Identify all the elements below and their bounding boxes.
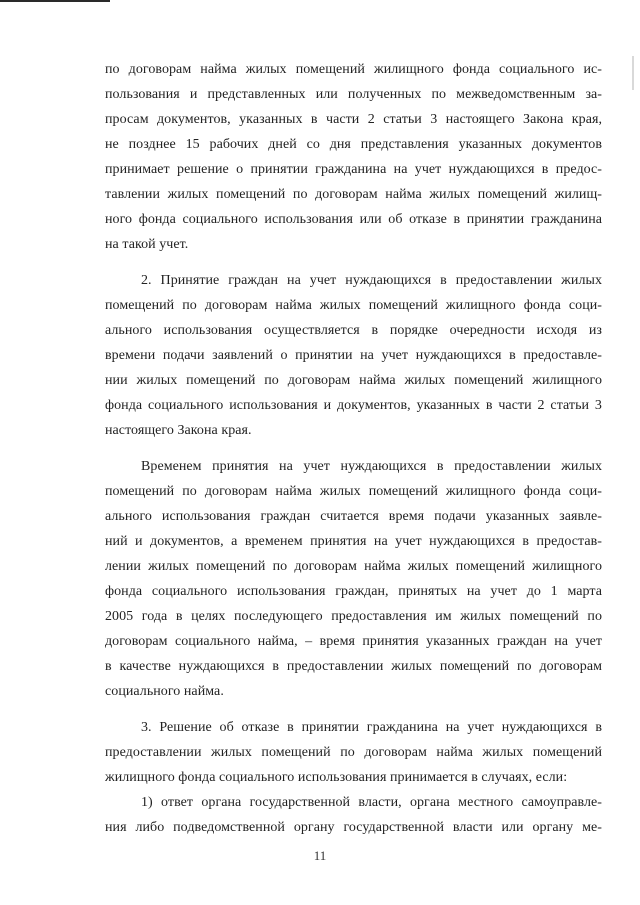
text-line: нии жилых помещений по договорам найма жилых помещений жилищного [105,373,602,388]
scan-edge-shadow [632,56,634,90]
paragraph-gap [105,704,602,715]
text-line: времени подачи заявлений о принятии на учет нуждающихся в предоставле- [105,348,602,363]
text-line: 2005 года в целях последующего предоставления им жилых помещений по [105,609,602,624]
text-line: на такой учет. [105,237,189,252]
text-line: социального найма. [105,684,224,699]
text-line: помещений по договорам найма жилых помещений жилищного фонда соци- [105,298,602,313]
text-line: договорам социального найма, – время принятия указанных граждан на учет [105,634,602,649]
text-line: жилищного фонда социального использования принимается в случаях, если: [105,770,568,785]
paragraph-start-line: 2. Принятие граждан на учет нуждающихся в предоставлении жилых [141,273,602,288]
text-line: ального использования граждан считается время подачи указанных заявле- [105,509,602,524]
text-line: просам документов, указанных в части 2 статьи 3 настоящего Закона края, [105,112,602,127]
text-line: тавлении жилых помещений по договорам найма жилых помещений жилищ- [105,187,602,202]
paragraph-gap [105,443,602,454]
text-line: предоставлении жилых помещений по договорам найма жилых помещений [105,745,602,760]
text-line: не позднее 15 рабочих дней со дня представления указанных документов [105,137,602,152]
text-line: помещений по договорам найма жилых помещений жилищного фонда соци- [105,484,602,499]
text-line: по договорам найма жилых помещений жилищного фонда социального ис- [105,62,602,77]
scan-edge-mark [0,0,110,2]
text-line: настоящего Закона края. [105,423,252,438]
text-line: ния либо подведомственной органу государственной власти или органу ме- [105,820,602,835]
text-line: фонда социального использования и документов, указанных в части 2 статьи 3 [105,398,602,413]
text-line: ального использования осуществляется в порядке очередности исходя из [105,323,602,338]
text-line: ний и документов, а временем принятия на учет нуждающихся в предостав- [105,534,602,549]
paragraph-start-line: 1) ответ органа государственной власти, органа местного самоуправле- [141,795,602,810]
text-line: ного фонда социального использования или об отказе в принятии гражданина [105,212,602,227]
paragraph-gap [105,257,602,268]
text-line: фонда социального использования граждан, принятых на учет до 1 марта [105,584,602,599]
document-body [105,57,602,840]
text-line: в качестве нуждающихся в предоставлении жилых помещений по договорам [105,659,602,674]
page-number: 11 [313,848,327,863]
text-line: пользования и представленных или полученных по межведомственным за- [105,87,602,102]
paragraph-start-line: Временем принятия на учет нуждающихся в предоставлении жилых [141,459,602,474]
paragraph-start-line: 3. Решение об отказе в принятии гражданина на учет нуждающихся в [141,720,602,735]
text-line: лении жилых помещений по договорам найма жилых помещений жилищного [105,559,602,574]
text-line: принимает решение о принятии гражданина на учет нуждающихся в предос- [105,162,602,177]
